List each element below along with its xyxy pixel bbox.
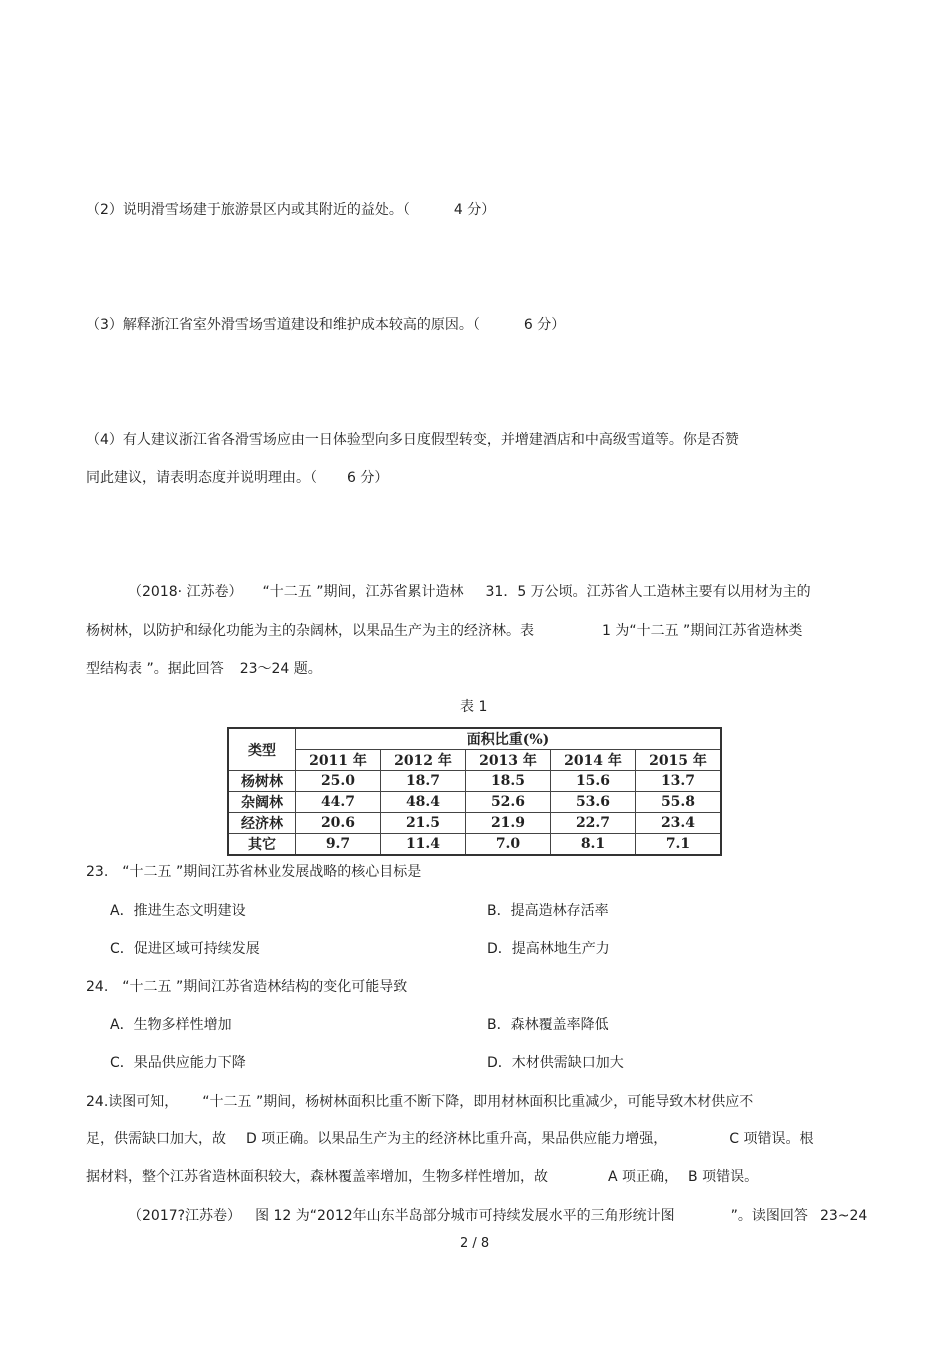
cell: 23.4 bbox=[636, 813, 722, 834]
cell: 8.1 bbox=[551, 834, 636, 856]
cell: 25.0 bbox=[296, 771, 381, 792]
forest-structure-table bbox=[227, 727, 722, 856]
year-header: 2011 年 bbox=[296, 750, 381, 771]
year-header: 2012 年 bbox=[381, 750, 466, 771]
table-row bbox=[228, 771, 721, 792]
table-row bbox=[228, 792, 721, 813]
answer-line1: 24.读图可知， “十二五 ”期间，杨树林面积比重不断下降，即用材林面积比重减少，可能导致木材供应不 bbox=[86, 1094, 754, 1110]
row-type: 杂阔林 bbox=[228, 792, 296, 813]
type-header: 类型 bbox=[228, 728, 296, 771]
question-24-stem: 24. “十二五 ”期间江苏省造林结构的变化可能导致 bbox=[86, 979, 408, 995]
cell: 53.6 bbox=[551, 792, 636, 813]
cell: 18.5 bbox=[466, 771, 551, 792]
question-4-line2: 同此建议，请表明态度并说明理由。（ 6 分） bbox=[86, 470, 389, 486]
row-type: 经济林 bbox=[228, 813, 296, 834]
cell: 52.6 bbox=[466, 792, 551, 813]
cell: 13.7 bbox=[636, 771, 722, 792]
intro-line1: （2018· 江苏卷） “十二五 ”期间，江苏省累计造林 31．5 万公顷。江苏省人工造林主要有以用材为主的 bbox=[128, 584, 811, 600]
cell: 44.7 bbox=[296, 792, 381, 813]
cell: 18.7 bbox=[381, 771, 466, 792]
q23-option-d[interactable]: D．提高林地生产力 bbox=[487, 941, 610, 957]
question-3: （3）解释浙江省室外滑雪场雪道建设和维护成本较高的原因。（ 6 分） bbox=[86, 317, 566, 333]
cell: 22.7 bbox=[551, 813, 636, 834]
cell: 11.4 bbox=[381, 834, 466, 856]
cell: 7.0 bbox=[466, 834, 551, 856]
intro-line2: 杨树林，以防护和绿化功能为主的杂阔林，以果品生产为主的经济林。表 1 为“十二五 ”期间江苏省造林类 bbox=[86, 623, 803, 639]
q24-option-d[interactable]: D．木材供需缺口加大 bbox=[487, 1055, 624, 1071]
question-4-line1: （4）有人建议浙江省各滑雪场应由一日体验型向多日度假型转变，并增建酒店和中高级雪道等。你是否赞 bbox=[86, 432, 739, 448]
row-type: 其它 bbox=[228, 834, 296, 856]
table-caption: 表 1 bbox=[460, 699, 488, 715]
answer-line2: 足，供需缺口加大，故 D 项正确。以果品生产为主的经济林比重升高，果品供应能力增强， C 项错误。根 bbox=[86, 1131, 814, 1147]
year-header: 2014 年 bbox=[551, 750, 636, 771]
cell: 21.9 bbox=[466, 813, 551, 834]
q23-option-a[interactable]: A．推进生态文明建设 bbox=[110, 903, 246, 919]
year-header: 2015 年 bbox=[636, 750, 722, 771]
intro-line3: 型结构表 ”。据此回答 23～24 题。 bbox=[86, 661, 322, 677]
question-2: （2）说明滑雪场建于旅游景区内或其附近的益处。（ 4 分） bbox=[86, 202, 496, 218]
cell: 21.5 bbox=[381, 813, 466, 834]
q24-option-c[interactable]: C．果品供应能力下降 bbox=[110, 1055, 246, 1071]
answer-line3: 据材料，整个江苏省造林面积较大，森林覆盖率增加，生物多样性增加，故 A 项正确， B 项错误。 bbox=[86, 1169, 759, 1185]
cell: 7.1 bbox=[636, 834, 722, 856]
q23-option-c[interactable]: C．促进区域可持续发展 bbox=[110, 941, 260, 957]
page-number: 2 / 8 bbox=[460, 1236, 490, 1251]
area-share-header: 面积比重(%) bbox=[296, 728, 722, 750]
table-row bbox=[228, 813, 721, 834]
q24-option-b[interactable]: B．森林覆盖率降低 bbox=[487, 1017, 609, 1033]
cell: 15.6 bbox=[551, 771, 636, 792]
year-header: 2013 年 bbox=[466, 750, 551, 771]
cell: 20.6 bbox=[296, 813, 381, 834]
cell: 9.7 bbox=[296, 834, 381, 856]
q24-option-a[interactable]: A．生物多样性增加 bbox=[110, 1017, 232, 1033]
next-question-intro: （2017?江苏卷） 图 12 为“2012年山东半岛部分城市可持续发展水平的三角形统计图 ”。读图回答 23~24 bbox=[128, 1208, 868, 1224]
cell: 48.4 bbox=[381, 792, 466, 813]
row-type: 杨树林 bbox=[228, 771, 296, 792]
table-row bbox=[228, 834, 721, 856]
question-23-stem: 23. “十二五 ”期间江苏省林业发展战略的核心目标是 bbox=[86, 864, 422, 880]
q23-option-b[interactable]: B．提高造林存活率 bbox=[487, 903, 609, 919]
cell: 55.8 bbox=[636, 792, 722, 813]
